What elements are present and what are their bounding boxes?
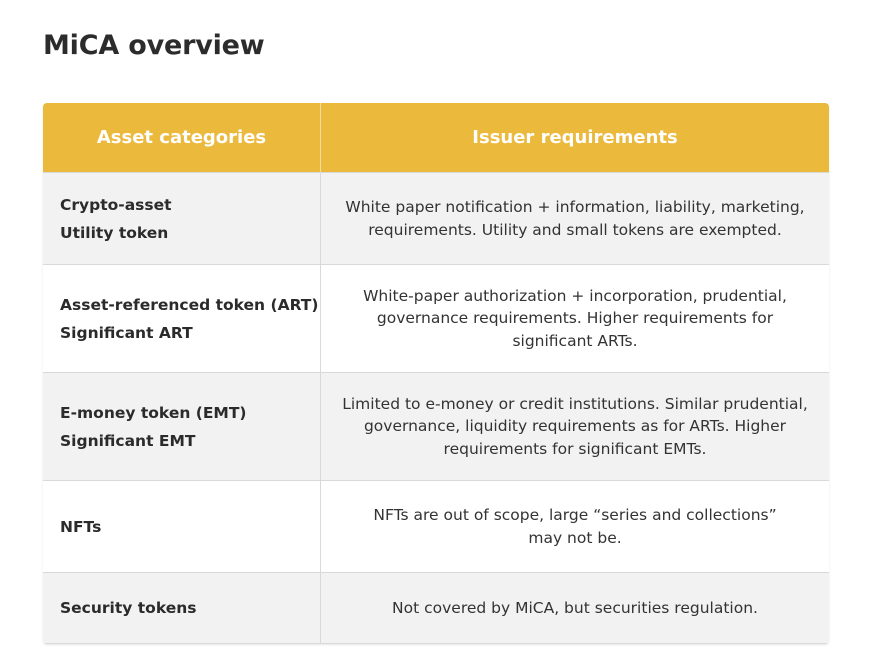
requirements-text: White-paper authorization + incorporation, prudential, governance requirements. Higher requirements for significant ARTs. [363, 286, 787, 350]
header-asset-categories: Asset categories [43, 103, 321, 172]
requirements-text: Limited to e-money or credit institutions. Similar prudential, governance, liquidity requirements as for ARTs. Higher requirements for significant EMTs. [342, 394, 808, 458]
table-row [43, 372, 829, 480]
header-issuer-requirements: Issuer requirements [472, 127, 678, 148]
page-title: MiCA overview [43, 30, 265, 61]
requirements-cell [321, 373, 829, 480]
table-row [43, 172, 829, 264]
requirements-cell [321, 173, 829, 264]
requirements-text: NFTs are out of scope, large “series and collections” may not be. [373, 506, 777, 547]
requirements-text: White paper notification + information, liability, marketing, requirements. Utility and small tokens are exempted. [345, 198, 805, 239]
mica-overview-table [43, 103, 829, 644]
requirements-cell [321, 481, 829, 572]
table-row [43, 264, 829, 372]
category-subtype: Significant EMT [60, 431, 196, 450]
category-cell [43, 173, 321, 264]
table-header [43, 103, 829, 172]
category-cell [43, 481, 321, 572]
requirements-text: Not covered by MiCA, but securities regulation. [392, 598, 758, 617]
category-cell [43, 265, 321, 372]
table-row [43, 572, 829, 644]
category-cell [43, 573, 321, 643]
category-name: E-money token (EMT) [60, 403, 247, 422]
category-name: Security tokens [60, 599, 197, 617]
category-subtype: Significant ART [60, 323, 193, 342]
category-cell [43, 373, 321, 480]
category-name: Crypto-asset [60, 195, 172, 214]
category-subtype: Utility token [60, 223, 169, 242]
category-name: Asset-referenced token (ART) [60, 295, 319, 314]
requirements-cell [321, 265, 829, 372]
table-row [43, 480, 829, 572]
requirements-cell [321, 573, 829, 643]
category-name: NFTs [60, 517, 102, 536]
